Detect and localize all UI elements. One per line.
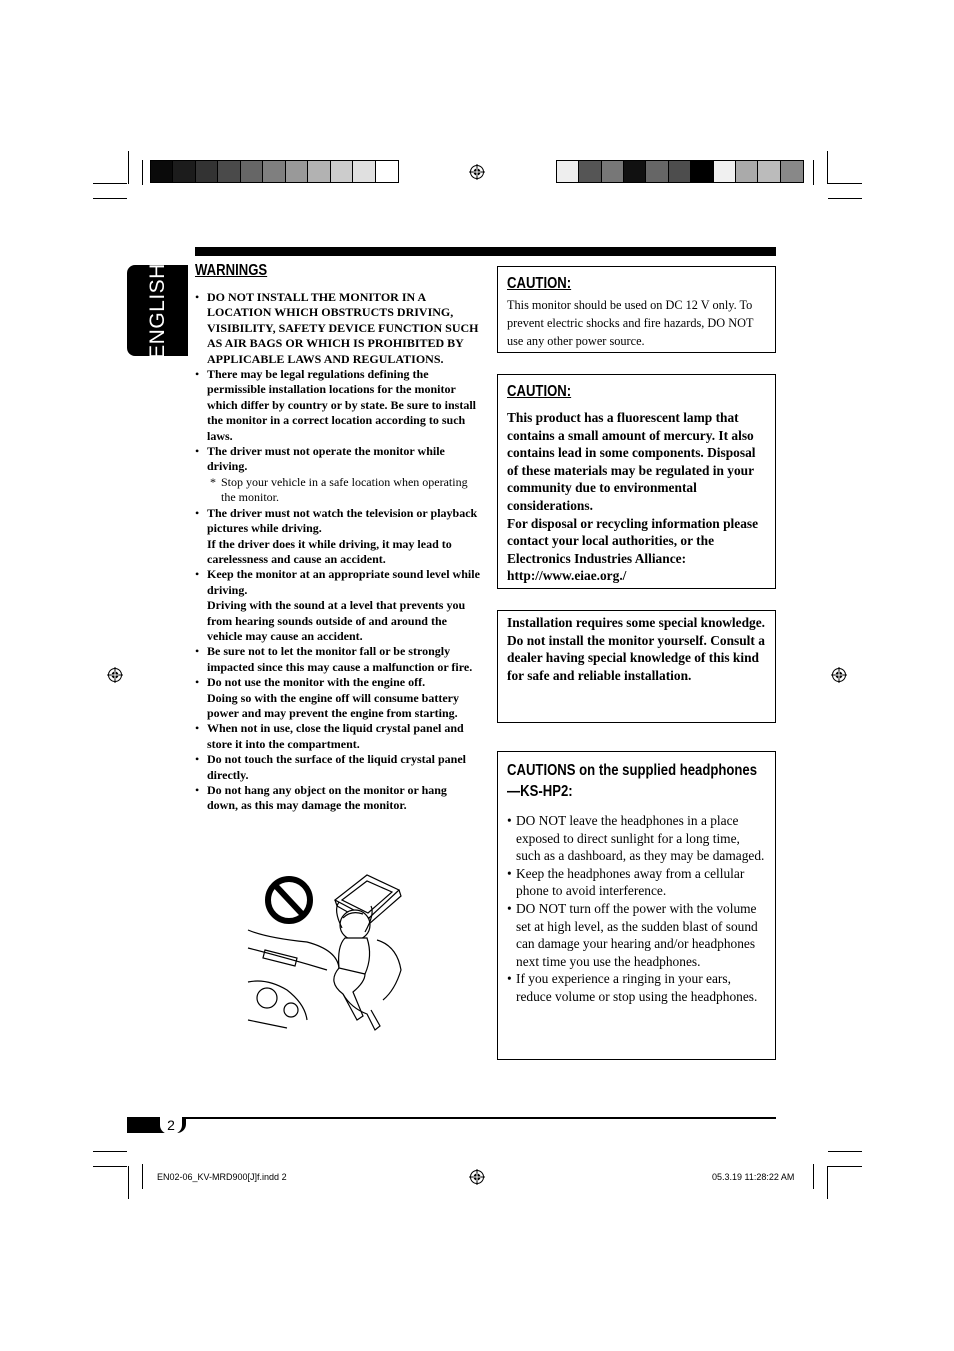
headphones-item: • DO NOT turn off the power with the volume set at high level, as the sudden blast of sound can damage your hearing and/or headphones next time you use the headphones. bbox=[507, 900, 766, 970]
color-swatch bbox=[286, 161, 308, 182]
headphones-item: • Keep the headphones away from a cellular phone to avoid interference. bbox=[507, 865, 766, 900]
prohibited-icon bbox=[268, 879, 310, 921]
color-swatch bbox=[602, 161, 624, 182]
warning-item-note: * Stop your vehicle in a safe location when operating the monitor. bbox=[206, 475, 480, 506]
warning-item-text: DO NOT INSTALL THE MONITOR IN A LOCATION WHICH OBSTRUCTS DRIVING, VISIBILITY, SAFETY DEVICE FUNCTION SUCH AS AIR BAGS OR WHICH IS PROHIBITED BY APPLICABLE LAWS AND REGULATIONS. bbox=[207, 290, 479, 366]
no-hanging-illustration bbox=[247, 870, 403, 1035]
color-swatch bbox=[646, 161, 668, 182]
color-swatch bbox=[353, 161, 375, 182]
color-swatch bbox=[173, 161, 195, 182]
color-swatch bbox=[714, 161, 736, 182]
footer-timestamp: 05.3.19 11:28:22 AM bbox=[712, 1172, 795, 1182]
registration-mark-icon bbox=[469, 164, 485, 180]
page-number: 2 bbox=[160, 1117, 182, 1134]
color-swatch bbox=[758, 161, 780, 182]
color-swatch bbox=[624, 161, 646, 182]
warning-item-detail: Driving with the sound at a level that prevents you from hearing sounds outside of and around the vehicle may cause an accident. bbox=[207, 598, 466, 643]
caution-mercury-text: This product has a fluorescent lamp that contains a small amount of mercury. It also contains lead in some components. Disposal of these materials may be regulated in your community due to environmental considerations. bbox=[507, 410, 756, 513]
color-swatch bbox=[151, 161, 173, 182]
warning-item-text: Do not use the monitor with the engine off. bbox=[207, 675, 426, 690]
color-swatch bbox=[691, 161, 713, 182]
caution-mercury-heading: CAUTION: bbox=[507, 383, 572, 400]
warning-item bbox=[195, 644, 480, 675]
color-swatch bbox=[263, 161, 285, 182]
warning-item bbox=[195, 290, 480, 367]
footer-filename: EN02-06_KV-MRD900[J]f.indd 2 bbox=[157, 1172, 287, 1182]
warning-item bbox=[195, 444, 480, 506]
warning-item-text: The driver must not watch the television or playback pictures while driving. bbox=[207, 505, 478, 536]
color-swatch bbox=[669, 161, 691, 182]
caution-power-text: This monitor should be used on DC 12 V only. To prevent electric shocks and fire hazards, DO NOT use any other power source. bbox=[507, 298, 754, 348]
warning-item bbox=[195, 721, 480, 752]
header-rule bbox=[195, 247, 776, 256]
color-swatch bbox=[196, 161, 218, 182]
warning-item bbox=[195, 367, 480, 444]
caution-mercury-box bbox=[497, 374, 776, 589]
registration-mark-icon bbox=[831, 667, 847, 683]
caution-power-box bbox=[497, 266, 776, 353]
headphones-item: • DO NOT leave the headphones in a place exposed to direct sunlight for a long time, such as a dashboard, as they may be damaged. bbox=[507, 812, 766, 865]
registration-mark-icon bbox=[469, 1169, 485, 1185]
warning-item-text: Do not touch the surface of the liquid crystal panel directly. bbox=[207, 752, 466, 782]
language-tab-label: ENGLISH bbox=[145, 262, 169, 359]
warning-item bbox=[195, 752, 480, 783]
color-swatch bbox=[218, 161, 240, 182]
caution-power-heading: CAUTION: bbox=[507, 275, 572, 292]
warnings-list bbox=[195, 290, 480, 814]
color-bar-right bbox=[556, 160, 804, 183]
warning-item bbox=[195, 675, 480, 721]
headphones-item: • If you experience a ringing in your ears, reduce volume or stop using the headphones. bbox=[507, 970, 766, 1005]
warning-item-text: The driver must not operate the monitor while driving. bbox=[207, 444, 445, 474]
headphones-list bbox=[507, 812, 766, 1006]
warnings-heading: WARNINGS bbox=[195, 262, 268, 279]
warning-item-text: Be sure not to let the monitor fall or be strongly impacted since this may cause a malfunction or fire. bbox=[207, 644, 473, 674]
color-swatch bbox=[241, 161, 263, 182]
color-swatch bbox=[557, 161, 579, 182]
warning-item bbox=[195, 567, 480, 644]
installation-text-2: Do not install the monitor yourself. Consult a dealer having special knowledge of this kind for safe and reliable installation. bbox=[507, 632, 765, 683]
headphones-caution-box bbox=[497, 751, 776, 1060]
warning-item-detail: If the driver does it while driving, it may lead to carelessness and cause an accident. bbox=[207, 536, 452, 566]
warning-item bbox=[195, 506, 480, 568]
installation-text-1: Installation requires some special knowledge. bbox=[507, 615, 766, 630]
color-bar-left bbox=[150, 160, 399, 183]
registration-mark-icon bbox=[107, 667, 123, 683]
warning-item-text: There may be legal regulations defining the permissible installation locations for the monitor which differ by country or by state. Be sure to install the monitor in a correct location according to such laws. bbox=[207, 367, 476, 443]
warning-item-text: Keep the monitor at an appropriate sound level while driving. bbox=[207, 567, 480, 597]
warnings-section bbox=[195, 262, 480, 814]
installation-box bbox=[497, 610, 776, 723]
warning-item bbox=[195, 783, 480, 814]
color-swatch bbox=[736, 161, 758, 182]
color-swatch bbox=[308, 161, 330, 182]
color-swatch bbox=[579, 161, 601, 182]
warning-item-text: Do not hang any object on the monitor or hang down, as this may damage the monitor. bbox=[207, 783, 447, 813]
color-swatch bbox=[376, 161, 398, 182]
warning-item-detail: Doing so with the engine off will consume battery power and may prevent the engine from starting. bbox=[207, 690, 459, 720]
color-swatch bbox=[781, 161, 803, 182]
warning-item-text: When not in use, close the liquid crystal panel and store it into the compartment. bbox=[207, 721, 464, 751]
caution-mercury-disposal-text: For disposal or recycling information please contact your local authorities, or the Electronics Industries Alliance: http://www.eiae.org./ bbox=[507, 515, 759, 584]
footer-rule bbox=[127, 1117, 776, 1119]
headphones-heading: CAUTIONS on the supplied headphones —KS-HP2: bbox=[507, 762, 758, 800]
color-swatch bbox=[331, 161, 353, 182]
language-tab bbox=[127, 262, 188, 359]
